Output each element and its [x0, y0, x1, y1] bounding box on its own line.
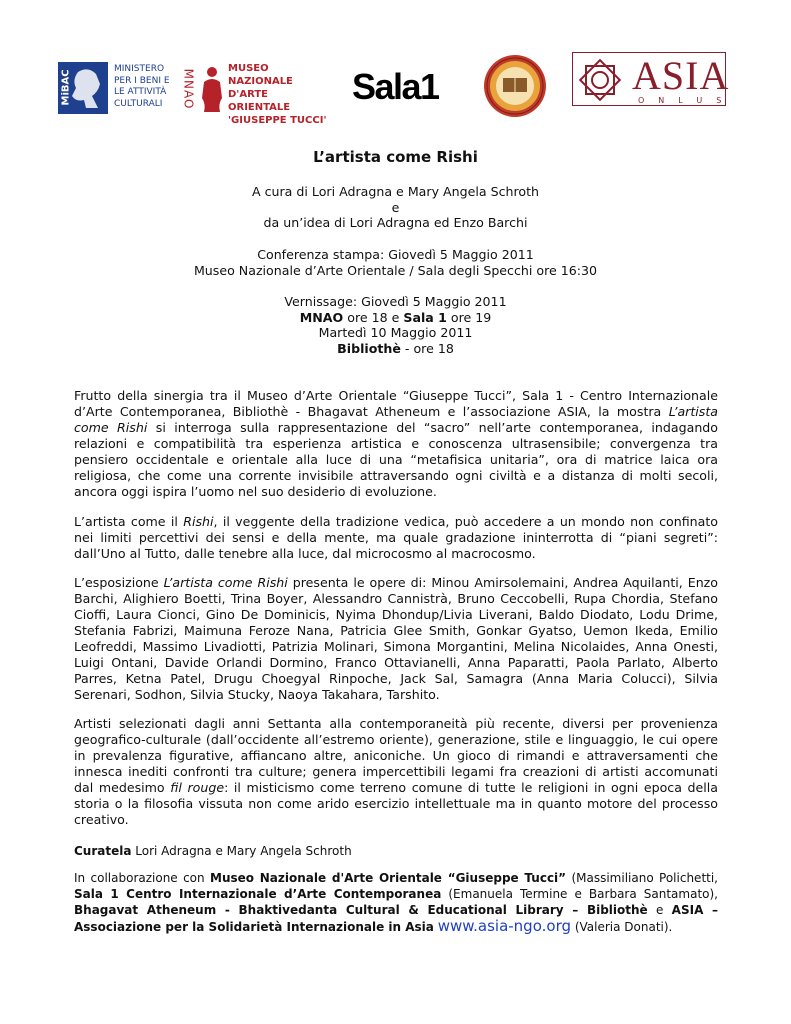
mnao-line: MUSEO NAZIONALE: [228, 63, 293, 87]
collaboration-paragraph: [74, 870, 718, 935]
text-span: presenta le opere di: Minou Amirsolemaini, Andrea Aquilanti, Enzo Barchi, Alighiero Boetti, Trina Boyer, Alessandro Cannistrà, Bruno Ceccobelli, Rupa Chordia, Stefano Cioffi, Laura Cionci, Gino De Dominicis, Nyima Dhondup/Livia Liverani, Baldo Diodato, Lodu Drime, Stefania Fabrizi, Maimuna Feroze Nana, Patricia Glee Smith, Gonkar Gyatso, Uemon Ikeda, Emilio Leofreddi, Massimo Livadiotti, Patrizia Molinari, Simona Morgantini, Melina Nicolaides, Anna Onesti, Luigi Ontani, Davide Orlandi Dormino, Franco Ottavianelli, Anna Paparatti, Paola Parlato, Alberto Parres, Ketna Patel, Drugu Choegyal Rinpoche, Jack Sal, Samagra (Anna Maria Colucci), Silvia Serenari, Sodhon, Silvia Stucky, Naoya Takahara, Tarshito.: [74, 575, 718, 702]
rishi-paragraph: [74, 514, 718, 562]
text-span: L’artista come il: [74, 514, 184, 529]
bibliothe-time: [0, 341, 791, 357]
curators-block: [0, 184, 791, 231]
mnao-time: ore 18 e: [343, 309, 404, 325]
mibac-emblem: [58, 62, 108, 114]
text-span: In collaborazione con: [74, 871, 210, 885]
mnao-text: [228, 62, 330, 127]
idea-line: da un’idea di Lori Adragna ed Enzo Barchi: [263, 215, 528, 231]
text-span: (Massimiliano Polichetti,: [566, 871, 718, 885]
logo-strip: [0, 48, 791, 126]
text-span: (Emanuela Termine e Barbara Santamato),: [441, 887, 718, 901]
text-span: , il veggente della tradizione vedica, può accedere a un mondo non confinato nei limiti percettivi dei sensi e della mente, ma quale gradazione ininterrotta di “piani segreti”: dall’Uno al Tutto, dalle tenebre alla luce, dal microcosmo al macrocosmo.: [74, 514, 718, 561]
mibac-line: CULTURALI: [114, 98, 163, 109]
document-title: L’artista come Rishi: [313, 148, 478, 166]
mibac-vertical-text: MiBAC: [60, 69, 72, 106]
text-span: L’esposizione: [74, 575, 164, 590]
intro-paragraph: [74, 388, 718, 500]
artists-paragraph: [74, 575, 718, 703]
partner-sala1: Sala 1 Centro Internazionale d’Arte Contemporanea: [74, 887, 442, 901]
mnao-logo: [181, 60, 330, 126]
mnao-label: MNAO: [299, 309, 344, 325]
mibac-line: LE ATTIVITÀ: [114, 87, 167, 97]
selection-paragraph: [74, 716, 718, 828]
text-span: (Valeria Donati).: [571, 920, 673, 934]
partner-bhagavat: Bhagavat Atheneum - Bhaktivedanta Cultural & Educational Library – Bibliothè: [74, 903, 648, 917]
partner-asia: ASIA – Associazione per la Solidarietà Internazionale in Asia: [74, 903, 719, 934]
mnao-vertical-text: MNAO: [181, 68, 196, 110]
mibac-line: MINISTERO: [114, 64, 165, 74]
mnao-line: D'ARTE ORIENTALE: [228, 89, 291, 113]
vernissage-times: [0, 310, 791, 326]
asia-website-link[interactable]: www.asia-ngo.org: [437, 917, 571, 935]
bibliothe-label: Bibliothè: [337, 340, 401, 356]
vernissage-block: [0, 294, 791, 356]
curatela-names: Lori Adragna e Mary Angela Schroth: [131, 844, 352, 858]
fil-rouge-term: fil rouge: [170, 780, 225, 795]
curators-line: A cura di Lori Adragna e Mary Angela Schroth: [251, 184, 540, 199]
seal-icon: [483, 54, 547, 118]
sala1-time: ore 19: [446, 309, 492, 325]
text-span: Artisti selezionati dagli anni Settanta alla contemporaneità più recente, diversi per provenienza geografico-culturale (dall’occidente all’estremo oriente), generazione, stile e linguaggio, le cui opere in prevalenza figurative, affiancano altre, aniconiche. Un gioco di rimandi e attraversamenti che innesca inediti confronti tra culture; genera impercettibili legami fra creazioni di artisti accomunati dal medesimo: [74, 716, 718, 795]
sala1-logo: Sala1: [352, 66, 439, 107]
asia-text: ASIA: [632, 53, 730, 98]
curators-conjunction: e: [391, 199, 400, 215]
mnao-figure-icon: [200, 64, 224, 116]
text-span: : il misticismo come terreno comune di tutte le religioni in ogni epoca della storia o la filosofia vissuta non come arido esercizio intellettuale ma in quanto motore del processo creativo.: [74, 780, 718, 827]
bibliothe-hour: - ore 18: [400, 340, 454, 356]
mibac-text: [114, 64, 170, 110]
mibac-logo: [58, 62, 184, 114]
curatela-line: [74, 843, 718, 859]
press-date: Conferenza stampa: Giovedì 5 Maggio 2011: [257, 247, 534, 262]
text-span: e: [647, 903, 672, 917]
text-span: si interroga sulla rappresentazione del “sacro” nell’arte contemporanea, indagando relazioni e compatibilità tra esperienza artistica e conoscenza ultrasensibile; convergenza tra pensiero occidentale e orientale alla luce di una “metafisica unitaria”, ora di matrice laica ora religiosa, che come una corrente invisibile attraversando ogni civiltà e a distanza di molti secoli, ancora oggi ispira l’uomo nel suo desiderio di evoluzione.: [74, 420, 718, 499]
press-venue: Museo Nazionale d’Arte Orientale / Sala degli Specchi ore 16:30: [193, 262, 598, 278]
curatela-label: Curatela: [74, 844, 132, 858]
vernissage-date: Vernissage: Giovedì 5 Maggio 2011: [284, 294, 507, 309]
asia-onlus-text: ONLUS: [638, 96, 736, 105]
press-conference-block: [0, 247, 791, 278]
bibliothe-seal-logo: [483, 54, 547, 118]
partner-mnao: Museo Nazionale d'Arte Orientale “Giuseppe Tucci”: [210, 871, 567, 885]
asia-onlus-logo: [572, 52, 736, 108]
sala1-label: Sala 1: [403, 309, 447, 325]
rishi-term: Rishi: [183, 514, 214, 529]
text-span: Frutto della sinergia tra il Museo d’Arte Orientale “Giuseppe Tucci”, Sala 1 - Centro Internazionale d’Arte Contemporanea, Bibliothè - Bhagavat Atheneum e l’associazione ASIA, la mostra: [74, 388, 718, 419]
exhibition-title: L’artista come Rishi: [163, 575, 288, 590]
exhibition-title: L’artista come Rishi: [74, 404, 718, 435]
mibac-line: PER I BENI E: [114, 75, 170, 86]
mnao-line: 'GIUSEPPE TUCCI': [228, 115, 327, 126]
asia-mandala-icon: [578, 58, 622, 102]
second-date: Martedì 10 Maggio 2011: [318, 325, 473, 341]
